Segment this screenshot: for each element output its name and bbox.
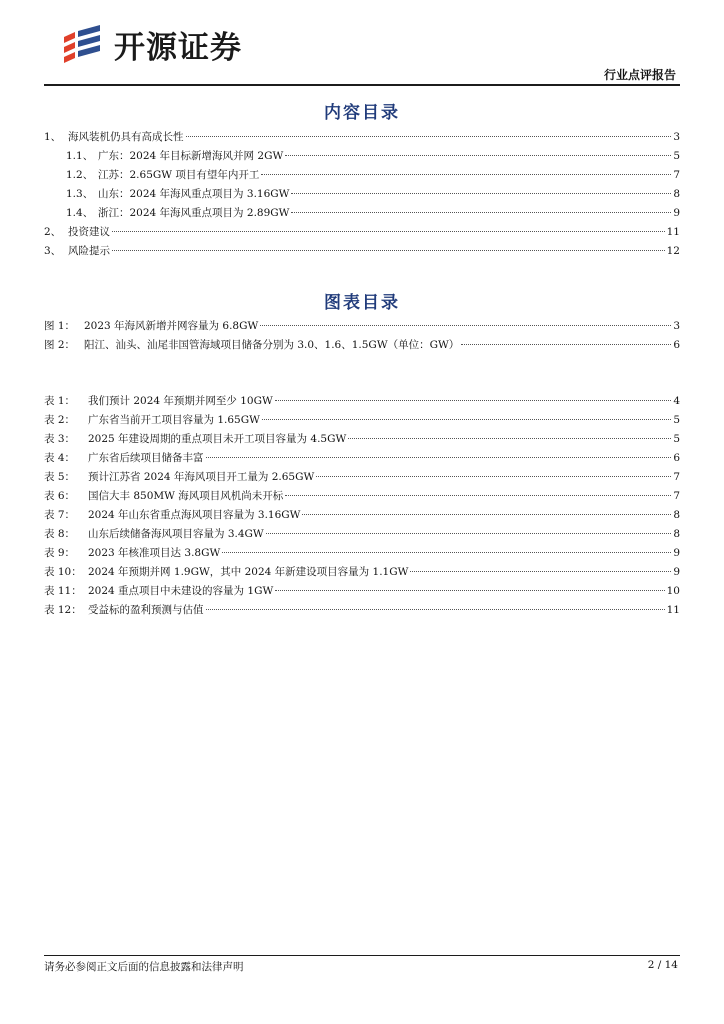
dot-leader: [285, 495, 671, 496]
dot-leader: [262, 419, 671, 420]
dot-leader: [206, 457, 672, 458]
table-entry[interactable]: [44, 392, 680, 411]
toc-entry[interactable]: [44, 128, 680, 147]
table-entry[interactable]: [44, 449, 680, 468]
figure-entry-page: 3: [673, 320, 680, 332]
logo-text: 开源证券: [114, 29, 242, 66]
table-entry-text: 2024 年预期并网 1.9GW，其中 2024 年新建设项目容量为 1.1GW: [88, 566, 409, 578]
toc-entry-text: 投资建议: [68, 226, 110, 238]
table-entry-number: 表 7：: [44, 509, 76, 521]
table-entry-page: 9: [673, 547, 680, 559]
table-entry-text: 2025 年建设周期的重点项目未开工项目容量为 4.5GW: [88, 433, 347, 445]
table-entry-page: 8: [673, 509, 680, 521]
figure-entry-text: 2023 年海风新增并网容量为 6.8GW: [84, 320, 259, 332]
table-entry-page: 9: [673, 566, 680, 578]
dot-leader: [291, 212, 671, 213]
figure-entry[interactable]: [44, 336, 680, 355]
report-type-label: 行业点评报告: [603, 68, 676, 82]
table-entry-number: 表 3：: [44, 433, 76, 445]
dot-leader: [186, 136, 672, 137]
figures-list: [44, 317, 680, 355]
toc-entry-page: 9: [673, 207, 680, 219]
table-entry[interactable]: [44, 468, 680, 487]
company-logo: [60, 22, 242, 66]
toc-entry[interactable]: [44, 147, 680, 166]
table-entry-page: 7: [673, 471, 680, 483]
toc-entry-number: 1、: [44, 131, 62, 143]
table-entry-text: 受益标的盈利预测与估值: [88, 604, 204, 616]
logo-mark-icon: [60, 23, 108, 65]
dot-leader: [275, 400, 672, 401]
dot-leader: [291, 193, 671, 194]
tables-list: [44, 392, 680, 620]
table-entry-page: 7: [673, 490, 680, 502]
toc-entry[interactable]: [44, 242, 680, 261]
table-entry[interactable]: [44, 601, 680, 620]
toc-entry-page: 8: [673, 188, 680, 200]
table-entry-page: 5: [673, 414, 680, 426]
table-entry-text: 2024 重点项目中未建设的容量为 1GW: [88, 585, 274, 597]
table-entry-number: 表 4：: [44, 452, 76, 464]
table-entry-text: 2023 年核准项目达 3.8GW: [88, 547, 221, 559]
table-entry-text: 预计江苏省 2024 年海风项目开工量为 2.65GW: [88, 471, 315, 483]
toc-entry-text: 海风装机仍具有高成长性: [68, 131, 184, 143]
table-entry-number: 表 1：: [44, 395, 76, 407]
dot-leader: [222, 552, 671, 553]
figure-entry-number: 图 2：: [44, 339, 76, 351]
table-entry-number: 表 5：: [44, 471, 76, 483]
toc-entry-page: 11: [666, 226, 680, 238]
table-entry-text: 广东省当前开工项目容量为 1.65GW: [88, 414, 260, 426]
toc-entry-text: 浙江：2024 年海风重点项目为 2.89GW: [98, 207, 290, 219]
table-entry-number: 表 6：: [44, 490, 76, 502]
table-entry-text: 我们预计 2024 年预期并网至少 10GW: [88, 395, 273, 407]
table-entry[interactable]: [44, 487, 680, 506]
toc-entry-number: 2、: [44, 226, 62, 238]
table-entry[interactable]: [44, 563, 680, 582]
table-entry-page: 5: [673, 433, 680, 445]
contents-list: [44, 128, 680, 261]
dot-leader: [260, 325, 671, 326]
page-number: 2 / 14: [647, 959, 678, 971]
table-entry-page: 11: [666, 604, 680, 616]
dot-leader: [316, 476, 671, 477]
table-entry[interactable]: [44, 506, 680, 525]
table-entry-text: 国信大丰 850MW 海风项目风机尚未开标: [88, 490, 284, 502]
toc-entry-page: 7: [673, 169, 680, 181]
figures-title: 图表目录: [324, 293, 400, 313]
table-entry-page: 6: [673, 452, 680, 464]
table-entry[interactable]: [44, 582, 680, 601]
table-entry-number: 表 10：: [44, 566, 82, 578]
table-entry-number: 表 2：: [44, 414, 76, 426]
table-entry[interactable]: [44, 411, 680, 430]
header-divider: [44, 84, 680, 86]
dot-leader: [261, 174, 671, 175]
toc-entry-text: 山东：2024 年海风重点项目为 3.16GW: [98, 188, 290, 200]
table-entry-text: 山东后续储备海风项目容量为 3.4GW: [88, 528, 264, 540]
toc-entry-number: 1.4、: [66, 207, 94, 219]
dot-leader: [302, 514, 671, 515]
table-entry-number: 表 8：: [44, 528, 76, 540]
toc-entry-number: 1.3、: [66, 188, 94, 200]
dot-leader: [112, 231, 665, 232]
toc-entry[interactable]: [44, 185, 680, 204]
dot-leader: [112, 250, 665, 251]
figure-entry[interactable]: [44, 317, 680, 336]
table-entry-page: 10: [666, 585, 680, 597]
toc-entry[interactable]: [44, 166, 680, 185]
dot-leader: [285, 155, 671, 156]
table-entry-text: 2024 年山东省重点海风项目容量为 3.16GW: [88, 509, 301, 521]
table-entry-page: 4: [673, 395, 680, 407]
table-entry[interactable]: [44, 544, 680, 563]
toc-entry-text: 江苏：2.65GW 项目有望年内开工: [98, 169, 260, 181]
dot-leader: [266, 533, 672, 534]
dot-leader: [348, 438, 671, 439]
toc-entry-number: 1.1、: [66, 150, 94, 162]
toc-entry-page: 3: [673, 131, 680, 143]
toc-entry-number: 3、: [44, 245, 62, 257]
table-entry[interactable]: [44, 430, 680, 449]
disclaimer-note: 请务必参阅正文后面的信息披露和法律声明: [44, 961, 244, 973]
toc-entry[interactable]: [44, 204, 680, 223]
table-entry-text: 广东省后续项目储备丰富: [88, 452, 204, 464]
toc-entry-number: 1.2、: [66, 169, 94, 181]
toc-entry-text: 广东：2024 年目标新增海风并网 2GW: [98, 150, 284, 162]
toc-entry[interactable]: [44, 223, 680, 242]
toc-entry-page: 5: [673, 150, 680, 162]
contents-title: 内容目录: [324, 103, 400, 123]
figure-entry-page: 6: [673, 339, 680, 351]
dot-leader: [275, 590, 664, 591]
table-entry-number: 表 9：: [44, 547, 76, 559]
toc-entry-text: 风险提示: [68, 245, 110, 257]
table-entry-page: 8: [673, 528, 680, 540]
figure-entry-number: 图 1：: [44, 320, 76, 332]
table-entry[interactable]: [44, 525, 680, 544]
dot-leader: [461, 344, 671, 345]
dot-leader: [206, 609, 665, 610]
figure-entry-text: 阳江、汕头、汕尾非国管海域项目储备分别为 3.0、1.6、1.5GW（单位：GW）: [84, 339, 460, 351]
footer-divider: [44, 955, 680, 956]
table-entry-number: 表 11：: [44, 585, 82, 597]
toc-entry-page: 12: [666, 245, 680, 257]
dot-leader: [410, 571, 671, 572]
table-entry-number: 表 12：: [44, 604, 82, 616]
